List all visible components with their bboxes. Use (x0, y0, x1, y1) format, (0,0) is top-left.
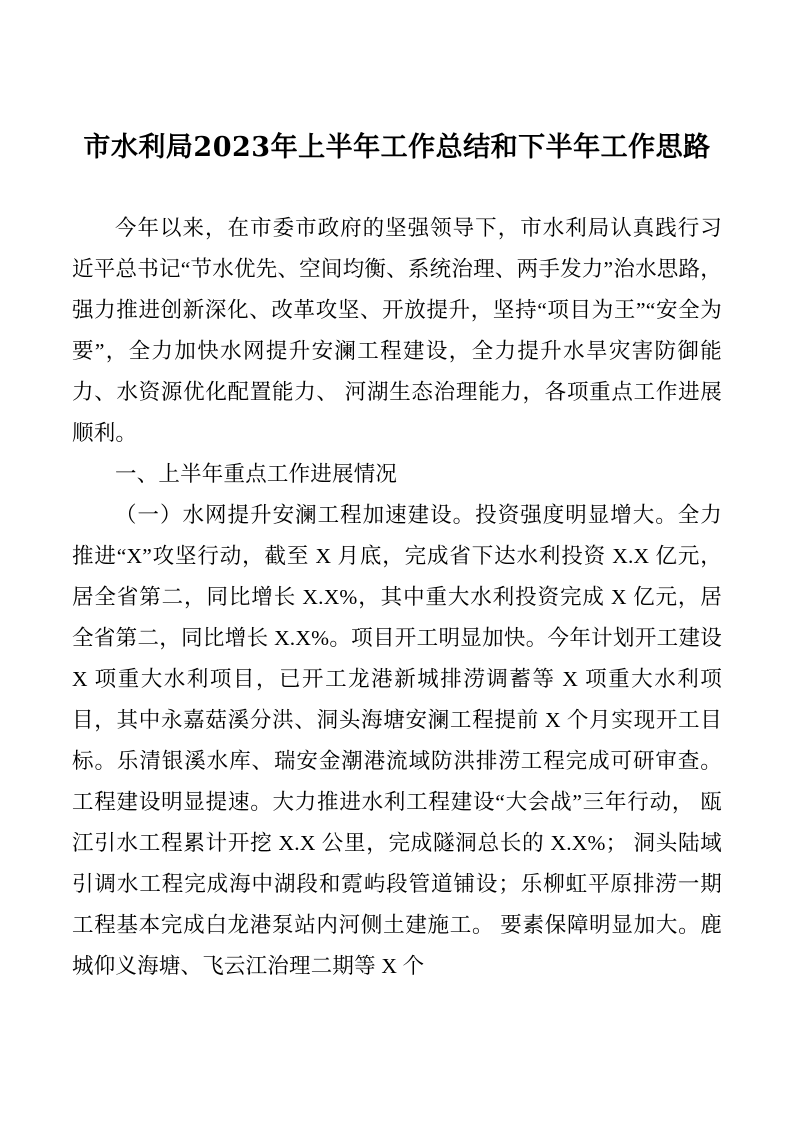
paragraph: 今年以来，在市委市政府的坚强领导下，市水利局认真践行习近平总书记“节水优先、空间均衡、系统治理、两手发力”治水思路，强力推进创新深化、改革攻坚、开放提升，坚持“项目为王”“安全为要”，全力加快水网提升安澜工程建设，全力提升水旱灾害防御能力、水资源优化配置能力、 河湖生态治理能力，各项重点工作进展顺利。 (72, 216, 722, 445)
document-body (72, 208, 722, 987)
paragraph: （一）水网提升安澜工程加速建设。投资强度明显增大。全力推进“X”攻坚行动，截至 X 月底，完成省下达水利投资 X.X 亿元，居全省第二，同比增长 X.X%，其中重大水利投资完成 X 亿元，居全省第二，同比增长 X.X%。项目开工明显加快。今年计划开工建设 X 项重大水利项目，已开工龙港新城排涝调蓄等 X 项重大水利项目，其中永嘉菇溪分洪、洞头海塘安澜工程提前 X 个月实现开工目标。乐清银溪水库、瑞安金潮港流域防洪排涝工程完成可研审查。工程建设明显提速。大力推进水利工程建设“大会战”三年行动， 瓯江引水工程累计开挖 X.X 公里，完成隧洞总长的 X.X%； 洞头陆域引调水工程完成海中湖段和霓屿段管道铺设；乐柳虹平原排涝一期工程基本完成白龙港泵站内河侧土建施工。 要素保障明显加大。鹿城仰义海塘、飞云江治理二期等 X 个 (72, 503, 722, 978)
page-title: 市水利局2023年上半年工作总结和下半年工作思路 (83, 132, 711, 163)
section-heading-1: 一、上半年重点工作进展情况 (115, 462, 398, 486)
